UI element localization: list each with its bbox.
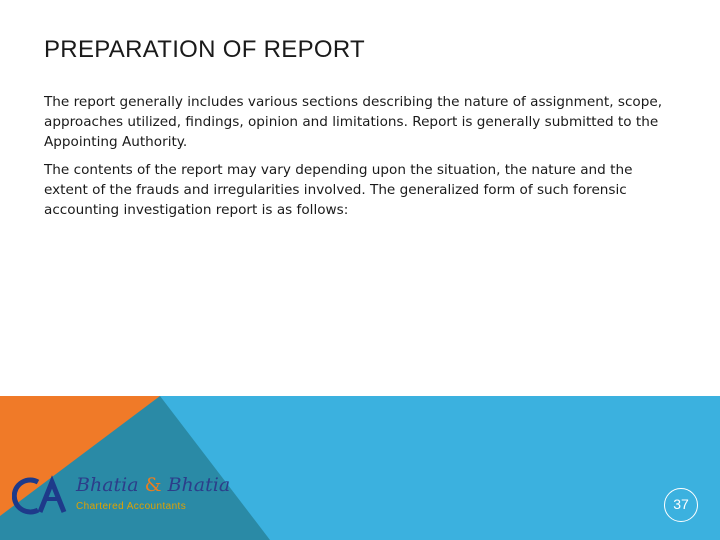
slide-title: PREPARATION OF REPORT xyxy=(44,36,366,63)
paragraph: The contents of the report may vary depending upon the situation, the nature and the extent of the frauds and irregularities involved. The generalized form of such forensic accounting investigation report is as follows: xyxy=(44,162,633,218)
logo-brand-name: Bhatia & Bhatia xyxy=(76,474,231,496)
paragraph: The report generally includes various sections describing the nature of assignment, scope, approaches utilized, findings, opinion and limitations. Report is generally submitted to the Appointing Authority. xyxy=(44,94,663,150)
ca-logo-icon xyxy=(12,474,72,518)
slide-body xyxy=(44,92,674,228)
page-number: 37 xyxy=(664,488,698,522)
company-logo xyxy=(12,472,252,520)
logo-tagline: Chartered Accountants xyxy=(76,501,187,512)
